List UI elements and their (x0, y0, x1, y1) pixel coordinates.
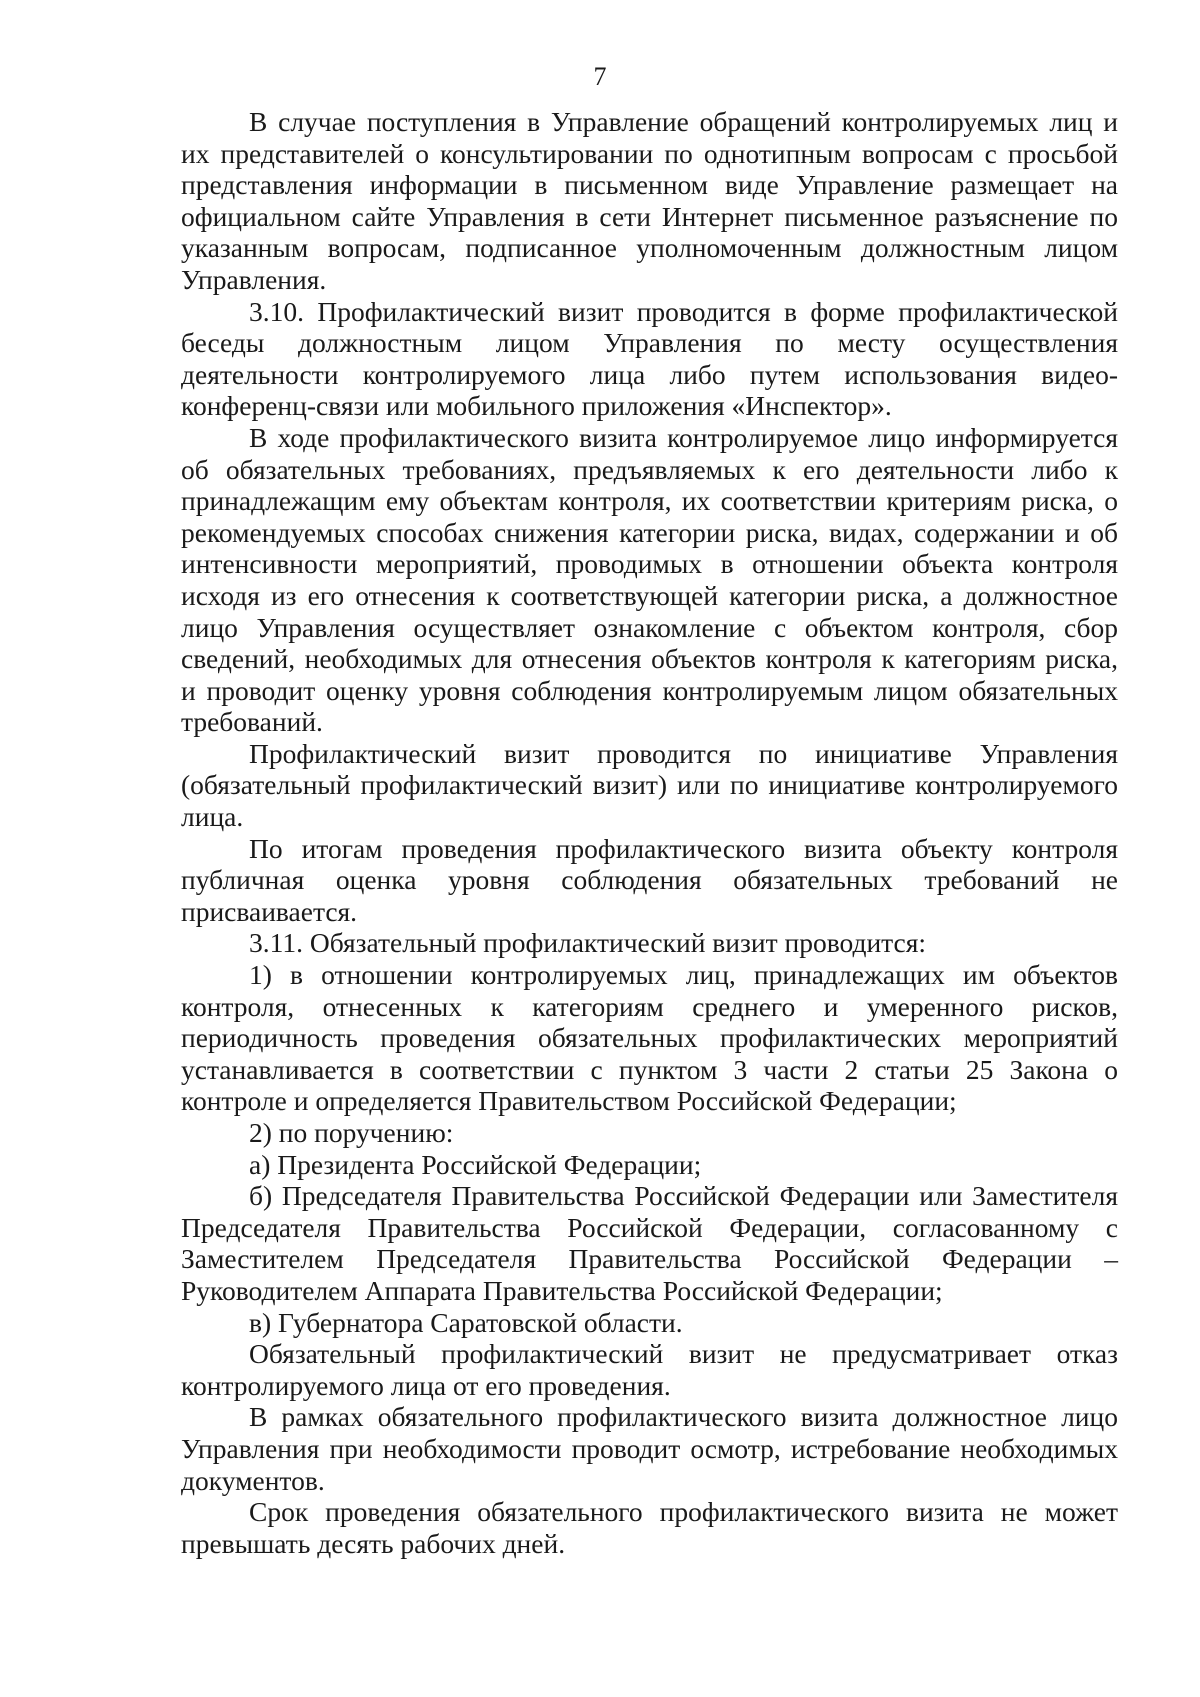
paragraph-inspection-scope: В рамках обязательного профилактического визита должностное лицо Управления при необходимости проводит осмотр, истребование необходимых документов. (181, 1401, 1118, 1496)
paragraph-3-10-preventive-visit: 3.10. Профилактический визит проводится в форме профилактической беседы должностным лицом Управления по месту осуществления деятельности контролируемого лица либо путем использования видео-конференц-связи или мобильного приложения «Инспектор». (181, 295, 1118, 422)
paragraph-visit-results: По итогам проведения профилактического визита объекту контроля публичная оценка уровня соблюдения обязательных требований не присваивается. (181, 832, 1118, 927)
paragraph-3-11-mandatory-visit: 3.11. Обязательный профилактический визит проводится: (249, 927, 927, 959)
paragraph-no-refusal: Обязательный профилактический визит не предусматривает отказ контролируемого лица от его проведения. (181, 1338, 1118, 1401)
paragraph-visit-duration: Срок проведения обязательного профилактического визита не может превышать десять рабочих дней. (181, 1496, 1118, 1559)
page-number: 7 (593, 62, 607, 91)
paragraph-item-2b: б) Председателя Правительства Российской Федерации или Заместителя Председателя Правительства Российской Федерации, согласованному с Заместителем Председателя Правительства Российской Федерации – Руководителем Аппарата Правительства Российской Федерации; (181, 1180, 1118, 1306)
paragraph-item-2a: а) Президента Российской Федерации; (249, 1148, 702, 1180)
paragraph-visit-initiative: Профилактический визит проводится по инициативе Управления (обязательный профилактический визит) или по инициативе контролируемого лица. (181, 737, 1118, 833)
paragraph-item-2: 2) по поручению: (249, 1117, 454, 1148)
paragraph-visit-information: В ходе профилактического визита контролируемое лицо информируется об обязательных требованиях, предъявляемых к его деятельности либо к принадлежащим ему объектам контроля, их соответствии критериям риска, о рекомендуемых способах снижения категории риска, видах, содержании и об интенсивности мероприятий, проводимых в отношении объекта контроля исходя из его отнесения к соответствующей категории риска, а должностное лицо Управления осуществляет ознакомление с объектом контроля, сбор сведений, необходимых для отнесения объектов контроля к категориям риска, и проводит оценку уровня соблюдения контролируемым лицом обязательных требований. (181, 421, 1118, 738)
document-body (181, 106, 1118, 1559)
paragraph-item-1: 1) в отношении контролируемых лиц, принадлежащих им объектов контроля, отнесенных к категориям среднего и умеренного рисков, периодичность проведения обязательных профилактических мероприятий устанавливается в соответствии с пунктом 3 части 2 статьи 25 Закона о контроле и определяется Правительством Российской Федерации; (181, 959, 1118, 1117)
paragraph-consultation-publication: В случае поступления в Управление обращений контролируемых лиц и их представителей о консультировании по однотипным вопросам с просьбой представления информации в письменном виде Управление размещает на официальном сайте Управления в сети Интернет письменное разъяснение по указанным вопросам, подписанное уполномоченным должностным лицом Управления. (181, 106, 1118, 295)
paragraph-item-2v: в) Губернатора Саратовской области. (249, 1306, 683, 1338)
